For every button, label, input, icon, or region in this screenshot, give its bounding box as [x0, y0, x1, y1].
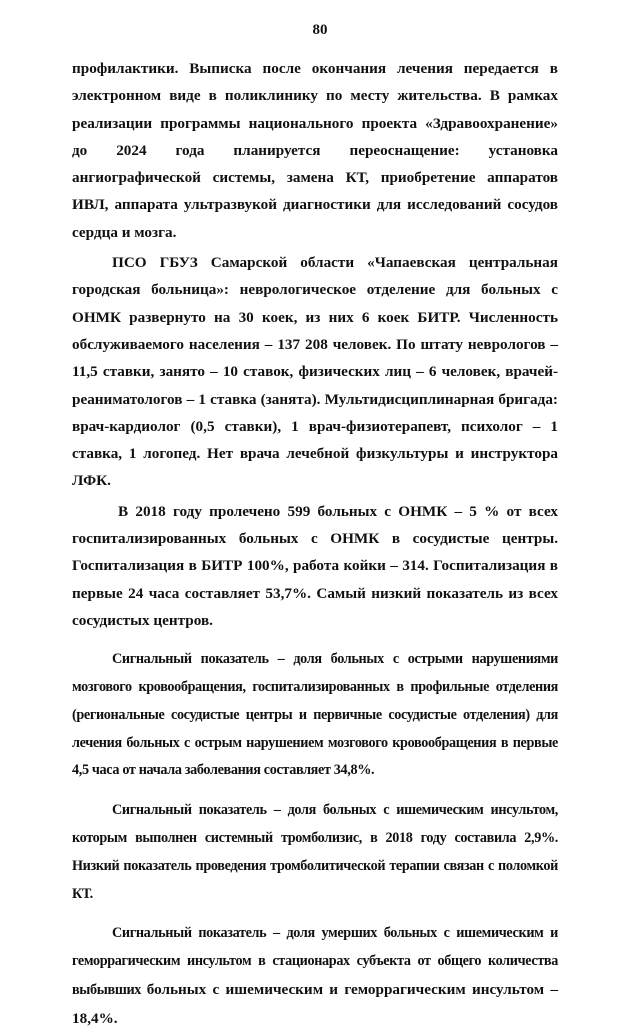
paragraph-signal-indicator-hospitalization: Сигнальный показатель – доля больных с острыми нарушениями мозгового кровообращения, госпитализированных в профильные отделения (региональные сосудистые центры и первичные сосудистые отделения) для лечения больных с острым нарушением мозгового кровообращения в первые 4,5 часа от начала заболевания составляет 34,8%. [72, 651, 558, 779]
mortality-text-condensed: Сигнальный показатель – доля умерших больных с ишемическим и геморрагическим инсультом в стационарах субъекта от общего количества выбывших [72, 925, 558, 998]
mortality-text-normal: больных с ишемическим и геморрагическим инсультом – 18,4%. [72, 981, 558, 1027]
page-number: 80 [312, 22, 328, 38]
paragraph-signal-indicator-mortality [72, 920, 558, 1033]
paragraph-2018-statistics: В 2018 году пролечено 599 больных с ОНМК – 5 % от всех госпитализированных больных с ОНМК в сосудистые центры. Госпитализация в БИТР 100%, работа койки – 314. Госпитализация в первые 24 часа составляет 53,7%. Самый низкий показатель из всех сосудистых центров. [72, 502, 558, 629]
paragraph-signal-indicator-thrombolysis: Сигнальный показатель – доля больных с ишемическим инсультом, которым выполнен системный тромболизис, в 2018 году составила 2,9%. Низкий показатель проведения тромболитической терапии связан с поломкой КТ. [72, 802, 558, 902]
paragraph-prevention: профилактики. Выписка после окончания лечения передается в электронном виде в поликлинику по месту жительства. В рамках реализации программы национального проекта «Здравоохранение» до 2024 года планируется переоснащение: установка ангиографической системы, замена КТ, приобретение аппаратов ИВЛ, аппарата ультразвукой диагностики для исследований сосудов сердца и мозга. [72, 60, 558, 241]
document-body [72, 55, 558, 1034]
paragraph-chapaevsk-hospital: ПСО ГБУЗ Самарской области «Чапаевская центральная городская больница»: неврологическое отделение для больных с ОНМК развернуто на 30 коек, из них 6 коек БИТР. Численность обслуживаемого населения – 137 208 человек. По штату неврологов – 11,5 ставки, занято – 10 ставок, физических лиц – 6 человек, врачей-реаниматологов – 1 ставка (занята). Мультидисциплинарная бригада: врач-кардиолог (0,5 ставки), 1 врач-физиотерапевт, психолог – 1 ставка, 1 логопед. Нет врача лечебной физкультуры и инструктора ЛФК. [72, 254, 558, 490]
